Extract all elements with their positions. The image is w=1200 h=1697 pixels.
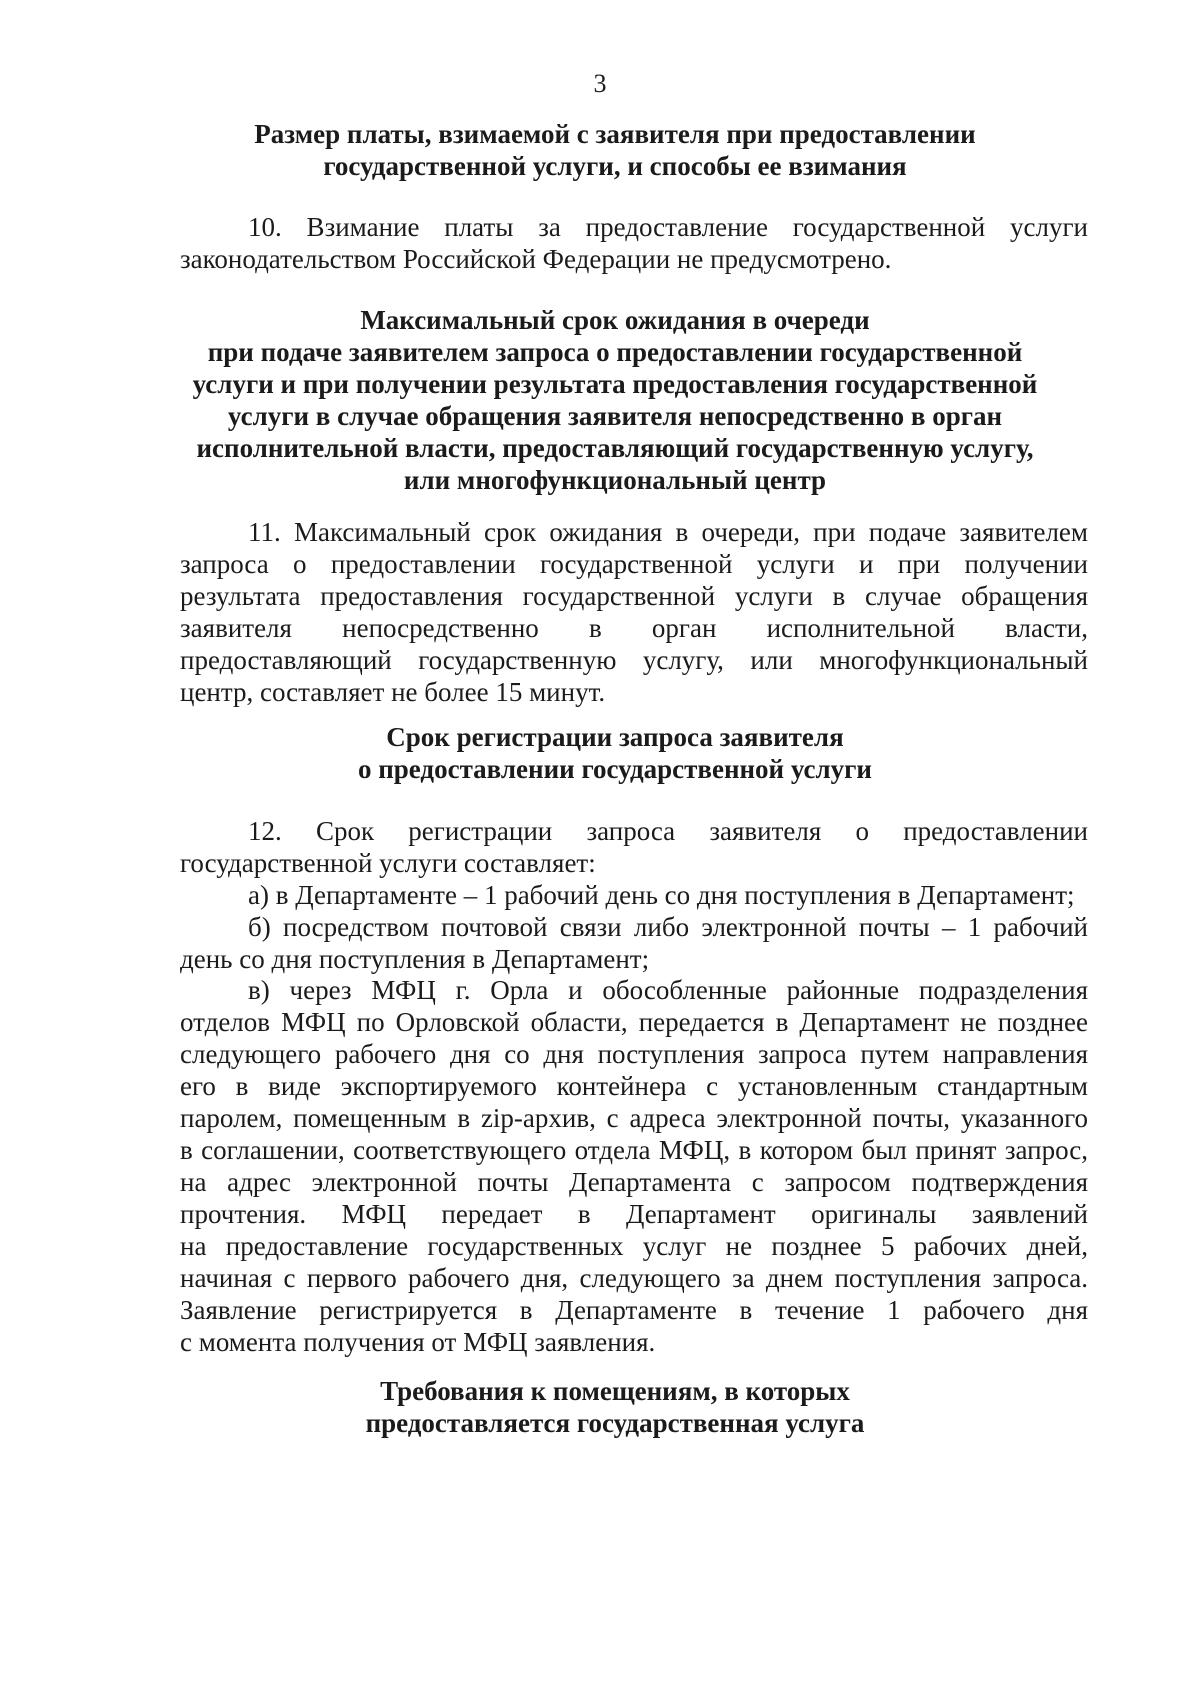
paragraph-10 <box>180 211 1088 275</box>
paragraph-line: государственной услуги составляет: <box>180 848 596 878</box>
heading-line: предоставляется государственная услуга <box>365 1408 865 1438</box>
paragraph-12-item-b <box>180 911 1088 975</box>
section-heading-fee <box>175 118 1055 182</box>
section-heading-wait-time <box>175 304 1055 496</box>
paragraph-line: начиная с первого рабочего дня, следующего за днем поступления запроса. <box>180 1263 1088 1293</box>
paragraph-line: на адрес электронной почты Департамента с запросом подтверждения <box>180 1167 1088 1197</box>
paragraph-line: заявителя непосредственно в орган исполнительной власти, <box>180 613 1088 643</box>
paragraph-line: б) посредством почтовой связи либо электронной почты – 1 рабочий <box>248 912 1088 942</box>
paragraph-line: Заявление регистрируется в Департаменте в течение 1 рабочего дня <box>180 1295 1088 1325</box>
paragraph-line: а) в Департаменте – 1 рабочий день со дня поступления в Департамент; <box>248 880 1075 910</box>
section-heading-premises <box>175 1375 1055 1439</box>
heading-line: услуги в случае обращения заявителя непосредственно в орган <box>227 401 1003 431</box>
heading-line: государственной услуги, и способы ее взимания <box>323 151 907 181</box>
heading-line: исполнительной власти, предоставляющий государственную услугу, <box>196 433 1034 463</box>
paragraph-line: в) через МФЦ г. Орла и обособленные районные подразделения <box>248 975 1088 1005</box>
paragraph-line: 11. Максимальный срок ожидания в очереди, при подаче заявителем <box>248 517 1088 547</box>
paragraph-line: паролем, помещенным в zip-архив, с адреса электронной почты, указанного <box>180 1103 1088 1133</box>
heading-line: Срок регистрации запроса заявителя <box>386 722 844 752</box>
paragraph-line: в соглашении, соответствующего отдела МФЦ, в котором был принят запрос, <box>180 1135 1088 1165</box>
paragraph-11 <box>180 516 1088 708</box>
paragraph-line: предоставляющий государственную услугу, или многофункциональный <box>180 645 1088 675</box>
paragraph-12-item-c <box>180 974 1088 1358</box>
paragraph-line: день со дня поступления в Департамент; <box>180 944 650 974</box>
heading-line: Максимальный срок ожидания в очереди <box>360 305 870 335</box>
heading-line: Требования к помещениям, в которых <box>380 1376 850 1406</box>
paragraph-line: 12. Срок регистрации запроса заявителя о предоставлении <box>248 816 1088 846</box>
paragraph-line: запроса о предоставлении государственной услуги и при получении <box>180 549 1088 579</box>
heading-line: услуги и при получении результата предоставления государственной <box>192 369 1038 399</box>
paragraph-line: центр, составляет не более 15 минут. <box>180 677 606 707</box>
heading-line: при подаче заявителем запроса о предоставлении государственной <box>207 337 1023 367</box>
section-heading-registration <box>175 721 1055 785</box>
paragraph-line: 10. Взимание платы за предоставление государственной услуги <box>248 212 1088 242</box>
paragraph-12-item-a <box>180 879 1088 911</box>
paragraph-line: его в виде экспортируемого контейнера с установленным стандартным <box>180 1071 1088 1101</box>
paragraph-12 <box>180 815 1088 879</box>
heading-line: или многофункциональный центр <box>403 465 827 495</box>
heading-line: о предоставлении государственной услуги <box>357 754 872 784</box>
paragraph-line: прочтения. МФЦ передает в Департамент оригиналы заявлений <box>180 1199 1088 1229</box>
heading-line: Размер платы, взимаемой с заявителя при предоставлении <box>254 119 976 149</box>
paragraph-line: отделов МФЦ по Орловской области, передается в Департамент не позднее <box>180 1007 1088 1037</box>
paragraph-line: результата предоставления государственной услуги в случае обращения <box>180 581 1088 611</box>
paragraph-line: на предоставление государственных услуг не позднее 5 рабочих дней, <box>180 1231 1088 1261</box>
paragraph-line: законодательством Российской Федерации не предусмотрено. <box>180 244 892 274</box>
paragraph-line: следующего рабочего дня со дня поступления запроса путем направления <box>180 1039 1088 1069</box>
paragraph-line: с момента получения от МФЦ заявления. <box>180 1327 656 1357</box>
page-number: 3 <box>593 69 607 98</box>
